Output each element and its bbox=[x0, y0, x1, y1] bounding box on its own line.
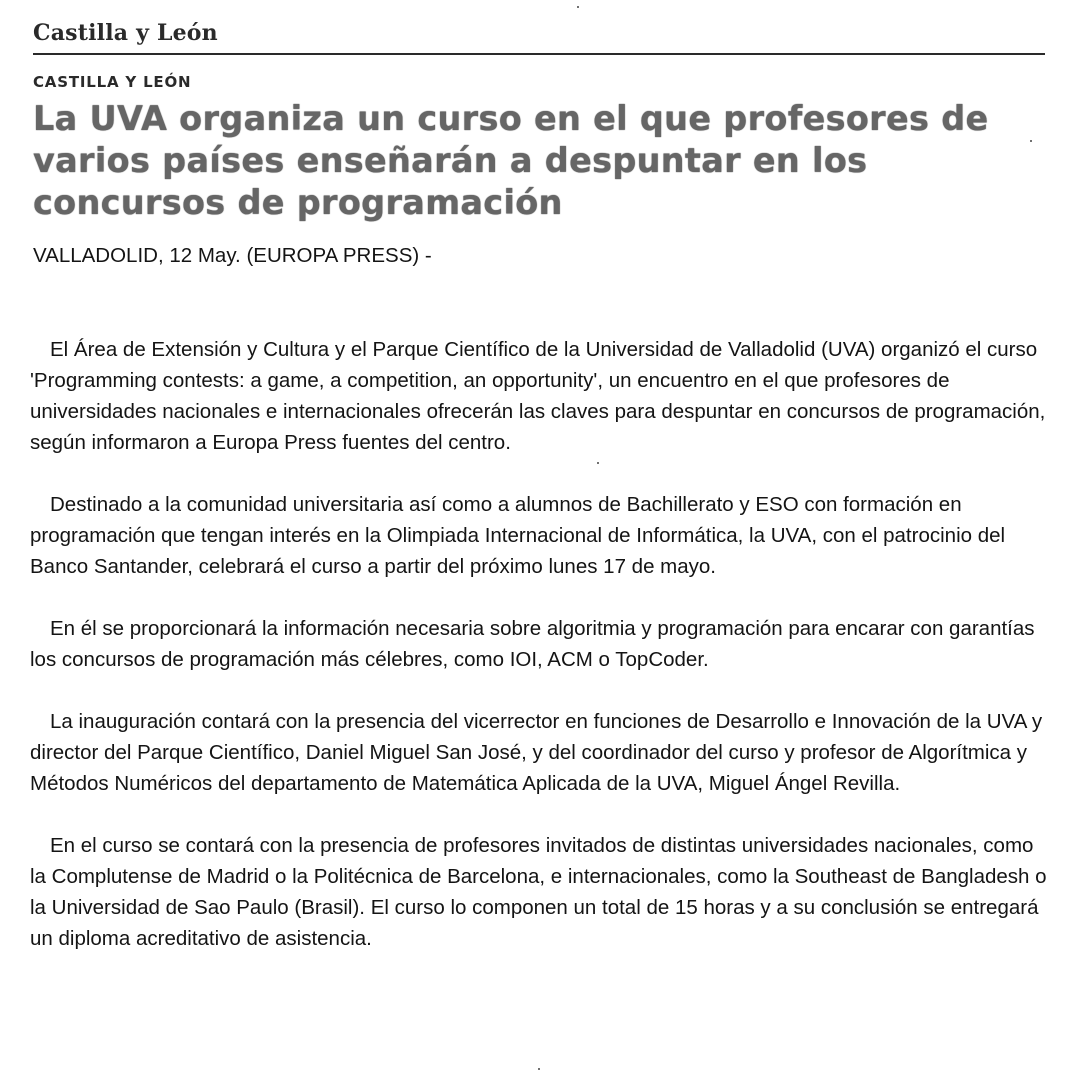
scan-speck bbox=[1030, 140, 1032, 142]
article-paragraph: En el curso se contará con la presencia de profesores invitados de distintas universidades nacionales, como la Complutense de Madrid o la Politécnica de Barcelona, e internacionales, como la Southeast de Bangladesh o la Universidad de Sao Paulo (Brasil). El curso lo componen un total de 15 horas y a su conclusión se entregará un diploma acreditativo de asistencia. bbox=[30, 834, 1047, 950]
scan-speck bbox=[577, 6, 579, 8]
article-headline: La UVA organiza un curso en el que profesores de varios países enseñarán a despuntar en los concursos de programación bbox=[33, 99, 989, 222]
article-paragraph: El Área de Extensión y Cultura y el Parque Científico de la Universidad de Valladolid (UVA) organizó el curso 'Programming contests: a game, a competition, an opportunity', un encuentro en el que profesores de universidades nacionales e internacionales ofrecerán las claves para despuntar en concursos de programación, según informaron a Europa Press fuentes del centro. bbox=[30, 338, 1046, 454]
article-dateline: VALLADOLID, 12 May. (EUROPA PRESS) - bbox=[33, 244, 432, 267]
section-header bbox=[33, 19, 1045, 55]
article-paragraph: La inauguración contará con la presencia del vicerrector en funciones de Desarrollo e Innovación de la UVA y director del Parque Científico, Daniel Miguel San José, y del coordinador del curso y profesor de Algorítmica y Métodos Numéricos del departamento de Matemática Aplicada de la UVA, Miguel Ángel Revilla. bbox=[30, 710, 1043, 795]
article-paragraph: Destinado a la comunidad universitaria así como a alumnos de Bachillerato y ESO con formación en programación que tengan interés en la Olimpiada Internacional de Informática, la UVA, con el patrocinio del Banco Santander, celebrará el curso a partir del próximo lunes 17 de mayo. bbox=[30, 493, 1006, 578]
article-body bbox=[30, 334, 1048, 985]
article-kicker: CASTILLA Y LEÓN bbox=[33, 73, 192, 91]
section-title: Castilla y León bbox=[33, 20, 218, 46]
scan-speck bbox=[597, 462, 599, 464]
article-paragraph: En él se proporcionará la información necesaria sobre algoritmia y programación para encarar con garantías los concursos de programación más célebres, como IOI, ACM o TopCoder. bbox=[30, 617, 1035, 671]
scan-speck bbox=[538, 1068, 540, 1070]
